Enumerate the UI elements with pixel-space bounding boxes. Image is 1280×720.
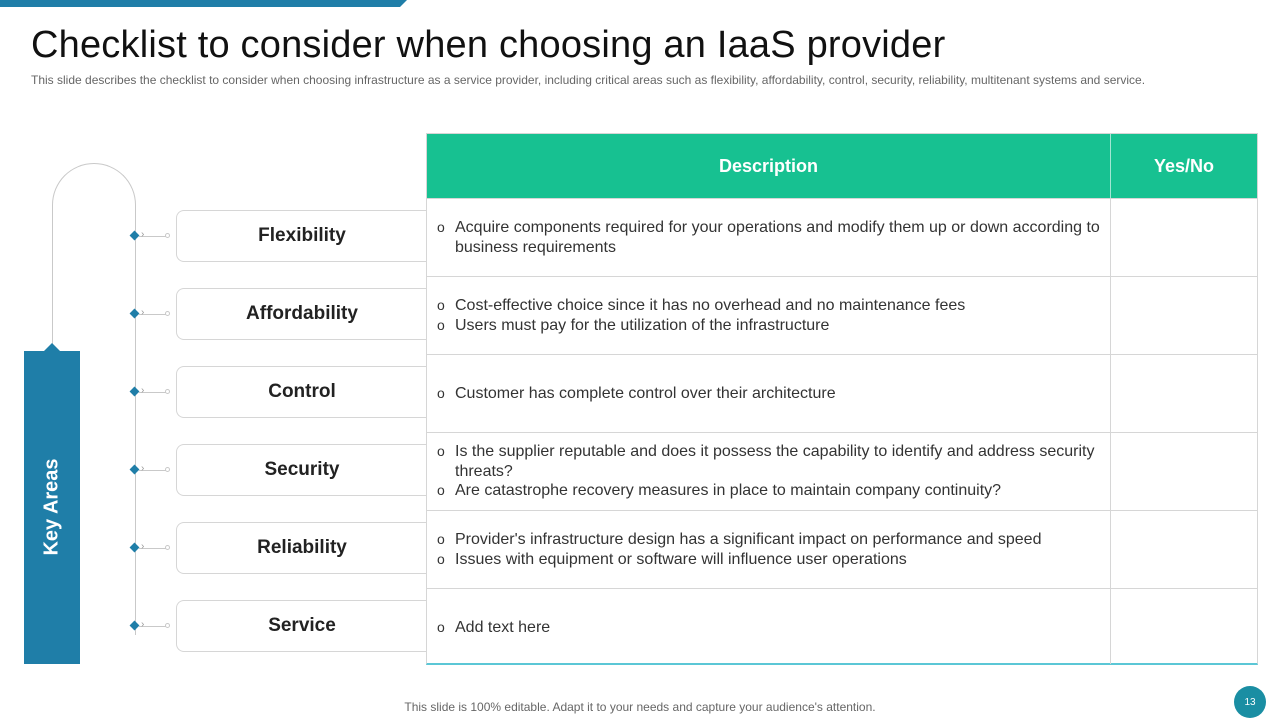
circle-icon [165, 623, 170, 628]
connector [131, 231, 173, 241]
diamond-icon [130, 309, 140, 319]
connector [131, 543, 173, 553]
header-yes-no: Yes/No [1153, 155, 1215, 176]
area-label: Security [176, 444, 427, 496]
description-text: Add text here [455, 618, 551, 636]
circle-icon [165, 545, 170, 550]
yes-no-cell[interactable] [1111, 355, 1257, 432]
description-item [437, 218, 1102, 257]
slide-subtitle: This slide describes the checklist to consider when choosing infrastructure as a service provider, including critical areas such as flexibility, affordability, control, security, reliability, multitenant systems and service. [31, 73, 1146, 87]
area-label: Reliability [176, 522, 427, 574]
header-description: Description [718, 155, 819, 176]
key-areas-notch [44, 343, 60, 351]
bullet-icon: o [437, 297, 445, 313]
description-list [437, 589, 1102, 666]
bullet-icon: o [437, 550, 445, 567]
description-text: Users must pay for the utilization of the infrastructure [455, 316, 830, 334]
connector [131, 309, 173, 319]
chevron-right-icon: › [141, 619, 145, 630]
page-number-badge: 13 [1234, 686, 1266, 718]
diamond-icon [130, 543, 140, 553]
description-item [437, 530, 1102, 550]
yes-no-cell[interactable] [1111, 589, 1257, 666]
description-item [437, 384, 1102, 404]
description-text: Issues with equipment or software will influence user operations [455, 550, 907, 568]
description-list [437, 433, 1102, 510]
connector [131, 465, 173, 475]
circle-icon [165, 467, 170, 472]
table-row [427, 432, 1257, 510]
top-accent-bar [0, 0, 400, 7]
checklist-table [426, 133, 1258, 665]
description-text: Customer has complete control over their architecture [455, 384, 836, 402]
table-row [427, 198, 1257, 276]
description-text: Acquire components required for your operations and modify them up or down according to business requirements [455, 219, 1100, 256]
circle-icon [165, 389, 170, 394]
diamond-icon [130, 231, 140, 241]
slide-title: Checklist to consider when choosing an IaaS provider [31, 24, 946, 66]
description-item [437, 316, 1102, 336]
bullet-icon: o [437, 482, 445, 499]
chevron-right-icon: › [141, 463, 145, 474]
yes-no-cell[interactable] [1111, 511, 1257, 588]
chevron-right-icon: › [141, 229, 145, 240]
chevron-right-icon: › [141, 307, 145, 318]
description-text: Cost-effective choice since it has no overhead and no maintenance fees [455, 297, 966, 314]
table-header [427, 134, 1257, 198]
description-item [437, 550, 1102, 570]
description-list [437, 355, 1102, 432]
bullet-icon: o [437, 384, 445, 401]
circle-icon [165, 233, 170, 238]
decorative-arch [52, 163, 136, 363]
column-separator [1110, 198, 1111, 664]
yes-no-cell[interactable] [1111, 277, 1257, 354]
key-areas-label: Key Areas [40, 458, 63, 556]
bullet-icon: o [437, 531, 445, 547]
diamond-icon [130, 621, 140, 631]
footer-note: This slide is 100% editable. Adapt it to your needs and capture your audience's attention. [404, 700, 876, 714]
chevron-right-icon: › [141, 385, 145, 396]
diamond-icon [130, 465, 140, 475]
bullet-icon: o [437, 443, 445, 460]
top-accent-bar-tip [400, 0, 407, 7]
yes-no-cell[interactable] [1111, 199, 1257, 276]
circle-icon [165, 311, 170, 316]
description-list [437, 199, 1102, 276]
chevron-right-icon: › [141, 541, 145, 552]
description-item [437, 481, 1102, 501]
diamond-icon [130, 387, 140, 397]
area-label: Affordability [176, 288, 427, 340]
table-row [427, 276, 1257, 354]
area-label: Service [176, 600, 427, 652]
area-label: Flexibility [176, 210, 427, 262]
description-list [437, 277, 1102, 354]
description-item [437, 618, 1102, 638]
yes-no-cell[interactable] [1111, 433, 1257, 510]
connector [131, 387, 173, 397]
description-item [437, 296, 1102, 316]
description-item [437, 442, 1102, 481]
description-text: Is the supplier reputable and does it possess the capability to identify and address security threats? [455, 443, 1095, 480]
area-label: Control [176, 366, 427, 418]
bullet-icon: o [437, 618, 445, 635]
bullet-icon: o [437, 219, 445, 235]
table-row [427, 510, 1257, 588]
description-list [437, 511, 1102, 588]
description-text: Are catastrophe recovery measures in place to maintain company continuity? [455, 482, 1002, 500]
bullet-icon: o [437, 316, 445, 333]
table-row [427, 588, 1257, 666]
description-text: Provider's infrastructure design has a significant impact on performance and speed [455, 531, 1042, 548]
connector [131, 621, 173, 631]
timeline-line [135, 205, 136, 635]
table-row [427, 354, 1257, 432]
